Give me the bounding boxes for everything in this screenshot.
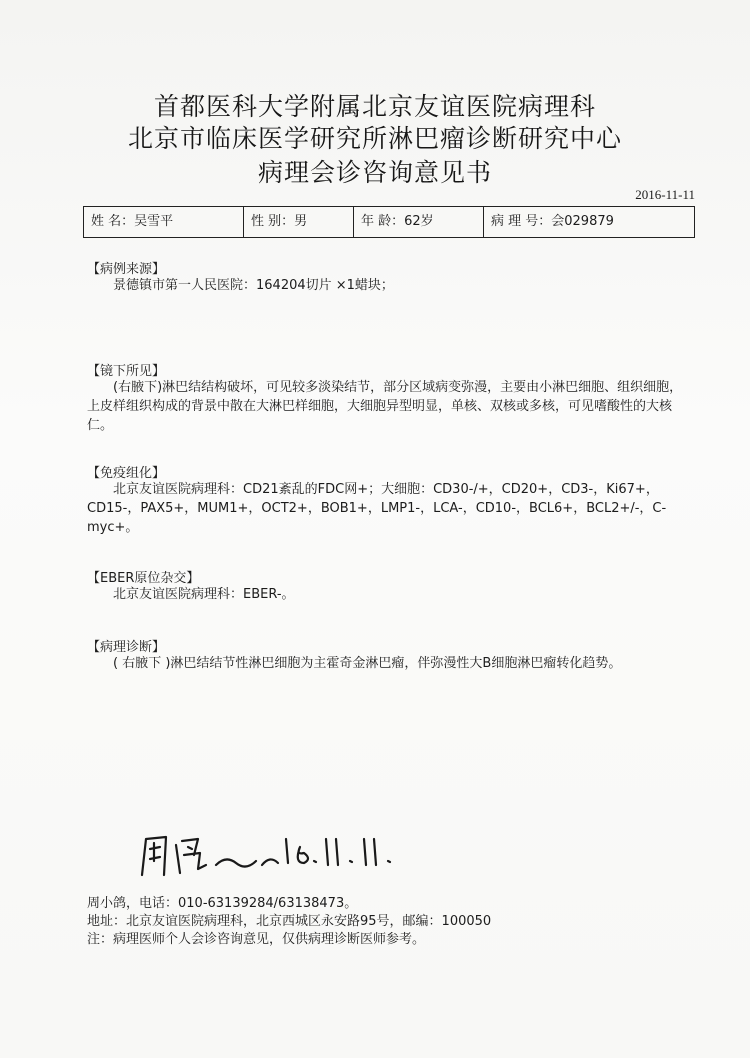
ihc-text: 北京友谊医院病理科：CD21紊乱的FDC网+；大细胞：CD30-/+，CD20+，CD3-，Ki67+，CD15-，PAX5+，MUM1+，OCT2+，BOB1+，LMP1-，LCA-，CD10-，BCL6+，BCL2+/-，C-myc+。 bbox=[87, 482, 667, 535]
address-line: 地址：北京友谊医院病理科，北京西城区永安路95号，邮编：100050 bbox=[87, 914, 492, 929]
pathology-number: 病 理 号：会029879 bbox=[491, 214, 614, 229]
eber-heading: 【EBER原位杂交】 bbox=[87, 571, 200, 586]
microscopy-heading: 【镜下所见】 bbox=[87, 364, 166, 379]
institute-title: 北京市临床医学研究所淋巴瘤诊断研究中心 bbox=[127, 124, 622, 153]
source-heading: 【病例来源】 bbox=[87, 262, 166, 277]
handwritten-signature bbox=[136, 825, 416, 885]
note-line: 注：病理医师个人会诊咨询意见，仅供病理诊断医师参考。 bbox=[87, 932, 426, 947]
document-title: 病理会诊咨询意见书 bbox=[257, 158, 492, 187]
microscopy-text: (右腋下)淋巴结结构破坏，可见较多淡染结节，部分区域病变弥漫，主要由小淋巴细胞、组织细胞，上皮样组织构成的背景中散在大淋巴样细胞，大细胞异型明显，单核、双核或多核，可见嗜酸性的大核仁。 bbox=[87, 380, 683, 433]
diagnosis-text: ( 右腋下 )淋巴结结节性淋巴细胞为主霍奇金淋巴瘤，伴弥漫性大B细胞淋巴瘤转化趋势。 bbox=[113, 656, 622, 671]
diagnosis-heading: 【病理诊断】 bbox=[87, 640, 166, 655]
eber-text: 北京友谊医院病理科：EBER-。 bbox=[113, 587, 295, 602]
hospital-title: 首都医科大学附属北京友谊医院病理科 bbox=[153, 92, 596, 121]
patient-age: 年 龄：62岁 bbox=[354, 207, 484, 237]
patient-sex: 性 别：男 bbox=[244, 207, 354, 237]
report-date: 2016-11-11 bbox=[635, 187, 695, 202]
ihc-heading: 【免疫组化】 bbox=[87, 466, 166, 481]
contact-line: 周小鸽，电话：010-63139284/63138473。 bbox=[87, 896, 358, 911]
source-text: 景德镇市第一人民医院：164204切片 ×1蜡块； bbox=[113, 278, 394, 293]
patient-info-table bbox=[83, 206, 695, 238]
patient-name: 姓 名：吴雪平 bbox=[84, 207, 244, 237]
